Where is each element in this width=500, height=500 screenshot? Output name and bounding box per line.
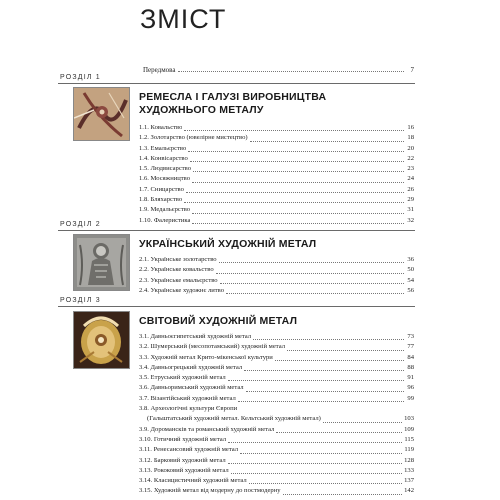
toc-entry[interactable]: 3.8. Археологічні культури Європи [139,405,238,413]
toc-entry[interactable]: 1.1. Ковальство 16 [139,124,414,131]
toc-entry[interactable]: 3.13. Рококовий художній метал 133 [139,466,414,474]
toc-entry[interactable]: 2.1. Українське золотарство 36 [139,256,414,263]
toc-entry[interactable]: 1.6. Мосяжництво 24 [139,175,414,183]
toc-entry[interactable]: 1.8. Бляхарство 29 [139,196,414,204]
toc-list-section-1 [139,123,414,226]
toc-entry[interactable]: 2.3. Українське емальєрство 54 [139,276,414,284]
toc-entry[interactable]: 1.2. Золотарство (ювелірне мистецтво) 18 [139,134,414,142]
toc-entry[interactable]: 2.2. Українське ковальство 50 [139,266,414,274]
toc-entry[interactable]: 3.3. Художній метал Крито-мікенської культури 84 [139,353,414,361]
toc-entry-label: Передмова [143,66,176,74]
page-title: ЗМІСТ [140,4,227,34]
toc-entry-continuation[interactable]: (Гальштатський художній метал. Кельтський художній метал) 103 [147,415,414,423]
toc-entry[interactable]: 3.1. Давньоєгипетський художній метал 73 [139,333,414,340]
toc-entry[interactable]: 1.7. Сницарство 26 [139,185,414,193]
toc-entry[interactable]: 1.4. Конвісарство 22 [139,154,414,162]
section-divider [58,230,415,231]
section-1-thumbnail-image [73,87,130,141]
toc-entry[interactable]: 1.5. Людвисарство 23 [139,165,414,173]
toc-entry[interactable]: 1.9. Медальєрство 31 [139,206,414,214]
toc-entry[interactable]: 3.4. Давньогрецький художній метал 88 [139,363,414,371]
toc-entry[interactable]: 1.3. Емальєрство 20 [139,144,414,152]
toc-entry-page: 7 [410,66,414,74]
section-divider [58,83,415,84]
toc-list-section-3 [139,332,414,497]
section-heading-3: СВІТОВИЙ ХУДОЖНІЙ МЕТАЛ [139,315,298,327]
toc-entry[interactable]: 3.11. Ренесансовий художній метал 119 [139,446,414,454]
toc-entry-preface[interactable] [143,66,414,74]
toc-entry[interactable]: 1.10. Фалеристика 32 [139,216,414,224]
toc-entry[interactable]: 2.4. Українське художнє литво 56 [139,286,414,294]
section-heading-1: РЕМЕСЛА І ГАЛУЗІ ВИРОБНИЦТВА ХУДОЖНЬОГО МЕТАЛУ [139,91,327,116]
section-label-2: РОЗДІЛ 2 [60,221,101,228]
toc-entry[interactable]: 3.10. Готичний художній метал 115 [139,435,414,443]
section-2-thumbnail-image [73,234,130,291]
toc-entry[interactable]: 3.9. Доромансків та романський художній метал 109 [139,425,414,433]
toc-entry[interactable]: 3.6. Давньоримський художній метал 96 [139,384,414,392]
toc-entry[interactable]: 3.14. Класицистичний художній метал 137 [139,477,414,485]
dot-leader [178,71,405,72]
toc-entry[interactable]: 3.5. Етруський художній метал 91 [139,374,414,382]
toc-entry[interactable]: 3.2. Шумерський (месопотамський) художній метал 77 [139,343,414,351]
section-label-3: РОЗДІЛ 3 [60,297,101,304]
toc-list-section-2 [139,255,414,296]
toc-entry[interactable]: 3.15. Художній метал від модерну до постмодерну 142 [139,487,414,495]
section-3-thumbnail-image [73,311,130,369]
section-divider [58,306,415,307]
section-heading-2: УКРАЇНСЬКИЙ ХУДОЖНІЙ МЕТАЛ [139,238,317,250]
toc-entry[interactable]: 3.7. Візантійський художній метал 99 [139,394,414,402]
toc-entry[interactable]: 3.12. Барковий художній метал 128 [139,456,414,464]
section-label-1: РОЗДІЛ 1 [60,74,101,81]
